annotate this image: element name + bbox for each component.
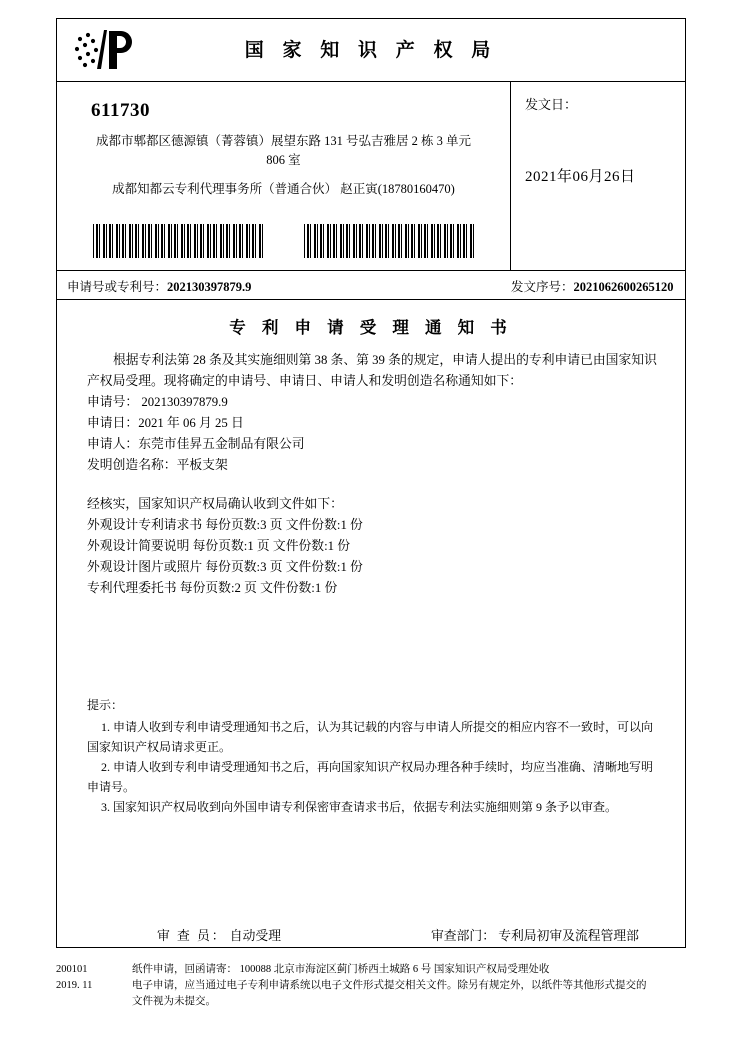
page-title: 国 家 知 识 产 权 局 xyxy=(244,40,498,61)
send-date-label: 发文日： xyxy=(525,97,578,112)
address-panel xyxy=(57,82,511,270)
document-footer xyxy=(56,962,686,1010)
barcode-icon xyxy=(304,224,474,258)
confirm-line: 经核实，国家知识产权局确认收到文件如下： xyxy=(87,497,343,511)
notice-title: 专 利 申 请 受 理 通 知 书 xyxy=(229,318,513,337)
address-line-1: 成都市郫都区德源镇（菁蓉镇）展望东路 131 号弘吉雅居 2 栋 3 单元 xyxy=(95,134,471,148)
examiner-group xyxy=(157,925,281,944)
document-item: 外观设计简要说明 每份页数:1 页 文件份数:1 份 xyxy=(87,539,351,553)
application-number-row xyxy=(57,271,685,300)
document-header xyxy=(57,19,685,82)
tips-label: 提示： xyxy=(87,698,124,712)
department-value: 专利局初审及流程管理部 xyxy=(498,929,639,943)
notice-document xyxy=(56,18,686,948)
serial-number-value: 2021062600265120 xyxy=(573,280,674,294)
footer-line-1: 纸件申请，回函请寄： 100088 北京市海淀区蓟门桥西土城路 6 号 国家知识产权局受理处收 xyxy=(132,964,550,975)
tips-section xyxy=(57,695,685,817)
application-number-value: 202130397879.9 xyxy=(167,280,252,294)
notice-body xyxy=(57,350,685,599)
field-app-number: 申请号： 202130397879.9 xyxy=(87,395,228,409)
field-invention-title: 发明创造名称：平板支架 xyxy=(87,458,228,472)
footer-row-2 xyxy=(56,978,686,994)
examiner-label: 审 查 员： xyxy=(157,929,227,943)
application-number-label: 申请号或专利号： xyxy=(67,280,168,294)
application-number-group xyxy=(67,277,251,295)
address-line-2: 806 室 xyxy=(266,153,301,167)
footer-line-2: 电子申请，应当通过电子专利申请系统以电子文件形式提交相关文件。除另有规定外，以纸件等其他形式提交的 xyxy=(132,980,647,991)
send-date-value: 2021年06月26日 xyxy=(525,169,636,185)
document-item: 专利代理委托书 每份页数:2 页 文件份数:1 份 xyxy=(87,581,338,595)
address-date-block xyxy=(57,82,685,271)
send-date-panel xyxy=(511,82,685,270)
agent-line: 成都知都云专利代理事务所（普通合伙） 赵正寅(18780160470) xyxy=(112,182,455,196)
recipient-address xyxy=(57,132,510,170)
department-label: 审查部门： xyxy=(431,929,495,943)
document-number: 611730 xyxy=(91,100,150,121)
department-group xyxy=(431,925,639,944)
footer-row-1 xyxy=(56,962,686,978)
tip-item: 2. 申请人收到专利申请受理通知书之后，再向国家知识产权局办理各种手续时，均应当准确、清晰地写明申请号。 xyxy=(87,760,654,794)
tip-item: 1. 申请人收到专利申请受理通知书之后，认为其记载的内容与申请人所提交的相应内容不一致时，可以向国家知识产权局请求更正。 xyxy=(87,720,654,754)
document-item: 外观设计专利请求书 每份页数:3 页 文件份数:1 份 xyxy=(87,518,363,532)
footer-line-3: 文件视为未提交。 xyxy=(132,996,216,1007)
field-applicant: 申请人：东莞市佳昇五金制品有限公司 xyxy=(87,437,305,451)
footer-code-1: 200101 xyxy=(56,964,88,975)
tip-item: 3. 国家知识产权局收到向外国申请专利保密审查请求书后，依据专利法实施细则第 9 条予以审查。 xyxy=(101,800,618,814)
notice-paragraph-1: 根据专利法第 28 条及其实施细则第 38 条、第 39 条的规定，申请人提出的专利申请已由国家知识产权局受理。现将确定的申请号、申请日、申请人和发明创造名称通知如下： xyxy=(87,353,657,388)
examiner-value: 自动受理 xyxy=(229,929,281,943)
spacer xyxy=(87,476,657,494)
document-item: 外观设计图片或照片 每份页数:3 页 文件份数:1 份 xyxy=(87,560,363,574)
footer-code-2: 2019. 11 xyxy=(56,980,93,991)
barcode-group xyxy=(57,224,510,258)
barcode-icon xyxy=(93,224,263,258)
footer-row-3 xyxy=(56,994,686,1010)
field-app-date: 申请日：2021 年 06 月 25 日 xyxy=(87,416,244,430)
serial-number-group xyxy=(511,277,674,295)
serial-number-label: 发文序号： xyxy=(511,280,574,294)
